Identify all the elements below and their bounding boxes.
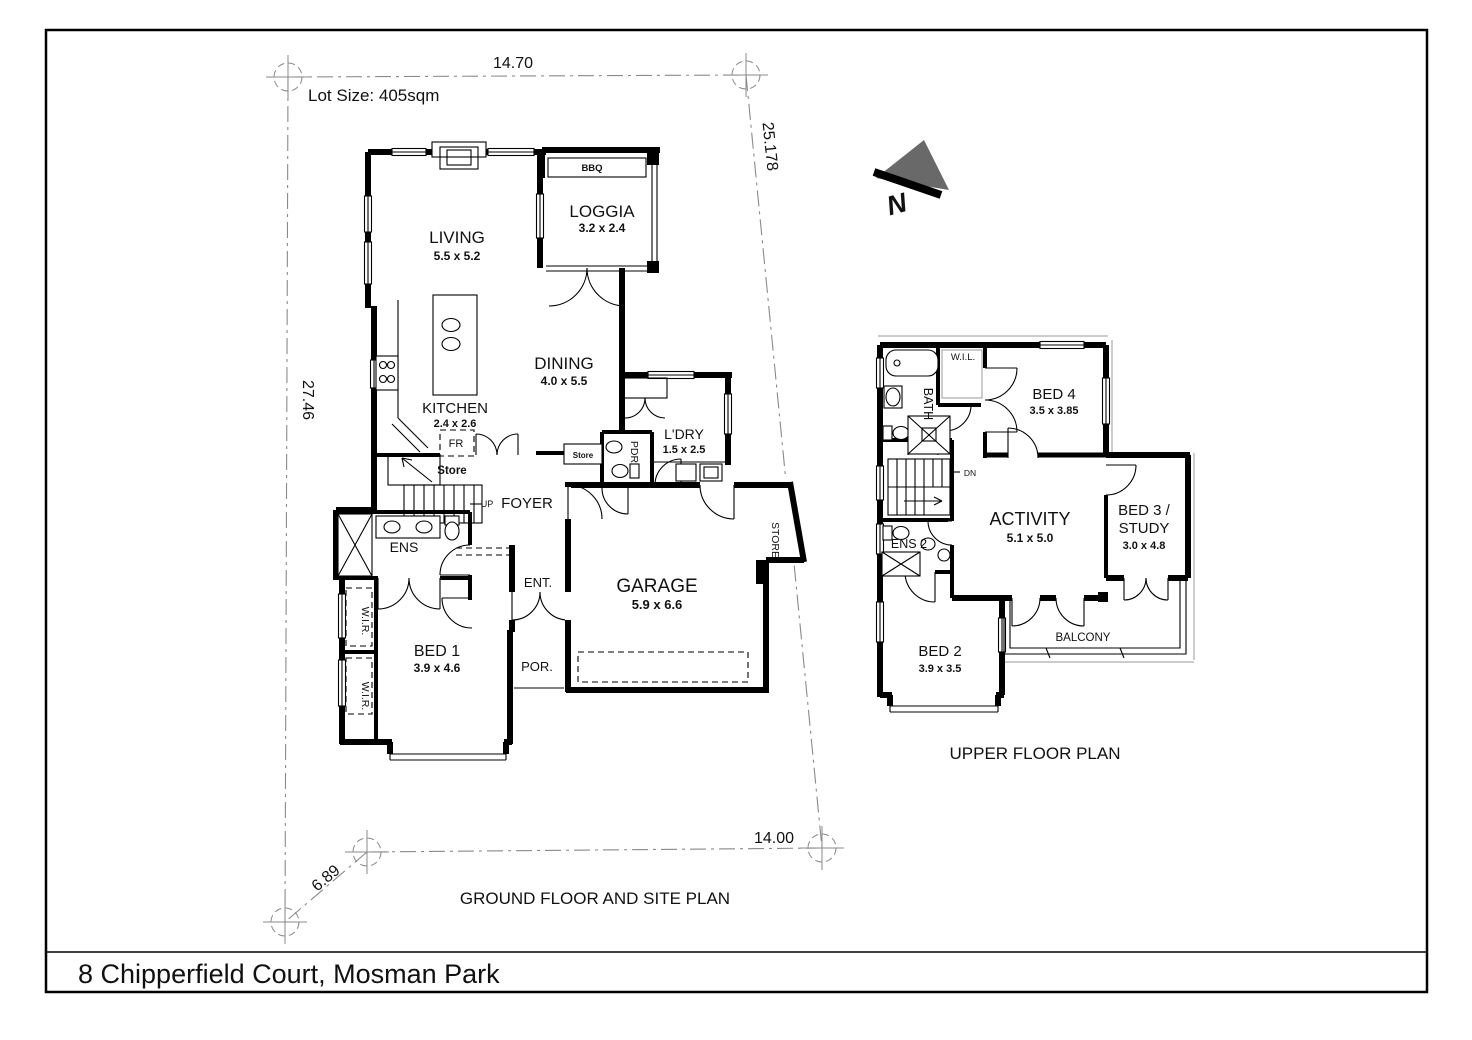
label-wil: W.I.L. — [950, 352, 976, 363]
dimension-bottom: 14.00 — [753, 830, 795, 847]
room-size-bed3: 3.0 x 4.8 — [1122, 540, 1166, 552]
label-balcony: BALCONY — [1055, 632, 1111, 644]
room-size-bed4: 3.5 x 3.85 — [1029, 405, 1079, 417]
room-size-living: 5.5 x 5.2 — [433, 249, 481, 263]
room-size-laundry: 1.5 x 2.5 — [662, 444, 706, 456]
dimension-left: 27.46 — [299, 379, 316, 421]
room-label-bed4: BED 4 — [1032, 386, 1076, 403]
north-arrow-icon — [874, 140, 949, 221]
room-size-dining: 4.0 x 5.5 — [540, 374, 588, 388]
label-ens: ENS — [389, 539, 419, 555]
label-pdr: PDR — [628, 440, 640, 464]
label-store-under-stairs: Store — [437, 465, 467, 477]
upper-floor-plan — [877, 336, 1195, 763]
north-label: N — [883, 187, 910, 222]
dimension-top: 14.70 — [492, 55, 534, 72]
label-dn: DN — [963, 468, 977, 478]
ground-floor-caption: GROUND FLOOR AND SITE PLAN — [459, 889, 731, 908]
dimension-bottom-left: 6.89 — [308, 862, 344, 896]
survey-marker — [266, 55, 310, 99]
room-label-loggia: LOGGIA — [569, 202, 635, 221]
room-size-garage: 5.9 x 6.6 — [631, 597, 683, 612]
room-label-bed2: BED 2 — [918, 643, 962, 660]
survey-marker — [724, 53, 768, 97]
room-size-kitchen: 2.4 x 2.6 — [433, 418, 477, 430]
label-bbq: BBQ — [581, 163, 603, 174]
label-store-hall: Store — [572, 451, 594, 460]
sheet-address: 8 Chipperfield Court, Mosman Park — [78, 959, 500, 989]
label-wir-bottom: W.I.R. — [359, 681, 371, 711]
label-bath: BATH — [921, 387, 935, 421]
room-label-bed1: BED 1 — [413, 643, 461, 660]
label-fridge: FR — [448, 438, 464, 450]
survey-marker — [345, 830, 389, 874]
label-ent: ENT. — [523, 575, 553, 590]
survey-marker — [263, 900, 307, 944]
room-label-bed3-line2: STUDY — [1118, 520, 1170, 537]
survey-marker — [800, 826, 844, 870]
room-label-kitchen: KITCHEN — [422, 400, 488, 417]
upper-floor-caption: UPPER FLOOR PLAN — [949, 744, 1121, 763]
label-foyer: FOYER — [501, 495, 553, 512]
room-label-bed3-line1: BED 3 / — [1118, 502, 1170, 519]
label-ens2: ENS 2 — [890, 537, 928, 551]
room-size-loggia: 3.2 x 2.4 — [578, 221, 626, 235]
room-label-dining: DINING — [534, 354, 594, 373]
room-size-bed2: 3.9 x 3.5 — [918, 663, 962, 675]
label-wir-top: W.I.R. — [359, 606, 371, 636]
dimension-right: 25.178 — [758, 121, 781, 172]
room-size-activity: 5.1 x 5.0 — [1006, 531, 1054, 545]
room-label-living: LIVING — [429, 228, 485, 247]
room-label-garage: GARAGE — [616, 576, 698, 597]
room-label-activity: ACTIVITY — [989, 509, 1071, 529]
label-por: POR. — [521, 659, 553, 674]
ground-floor-plan — [334, 142, 806, 908]
label-up: UP — [480, 499, 494, 509]
room-size-bed1: 3.9 x 4.6 — [413, 661, 461, 675]
lot-size-label: Lot Size: 405sqm — [308, 86, 440, 105]
label-garage-store: STORE — [769, 522, 781, 558]
room-label-laundry: L'DRY — [664, 426, 704, 442]
